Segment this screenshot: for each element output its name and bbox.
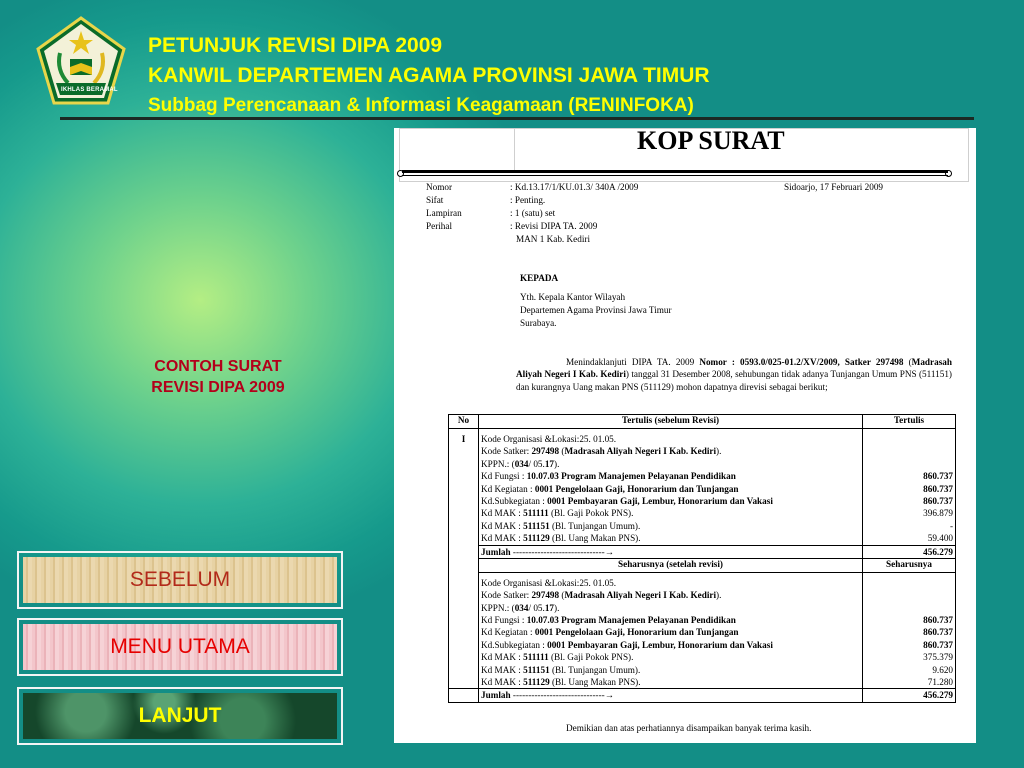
after-amount-cell: [863, 572, 956, 689]
meta-row: [426, 208, 966, 221]
total-amount: 456.279: [923, 690, 953, 701]
before-amount-cell: [863, 429, 956, 546]
table-subheader-row: [449, 558, 956, 572]
table-line: KPPN.: (034/ 05.17).: [481, 602, 560, 613]
table-line: Kd MAK : 511129 (Bl. Uang Makan PNS).: [481, 677, 641, 688]
table-line: Kode Organisasi &Lokasi:25. 01.05.: [481, 434, 617, 444]
table-no-cell: [449, 689, 479, 702]
letterhead-logo-divider: [514, 128, 515, 172]
table-line: Kode Organisasi &Lokasi:25. 01.05.: [481, 577, 617, 588]
next-button-label[interactable]: LANJUT: [23, 693, 337, 739]
body-text: Menindaklanjuti DIPA TA. 2009: [566, 357, 700, 367]
amount-value: 860.737: [923, 627, 953, 638]
amount-value: 9.620: [932, 664, 953, 675]
recipient-line: Departemen Agama Provinsi Jawa Timur: [520, 305, 672, 315]
table-line: Kd Kegiatan : 0001 Pengelolaan Gaji, Honorarium dan Tunjangan: [481, 627, 739, 638]
meta-value: : Kd.13.17/1/KU.01.3/ 340A /2009: [510, 182, 639, 192]
previous-button-label[interactable]: SEBELUM: [23, 557, 337, 603]
amount-value: -: [949, 520, 953, 531]
table-line: Kd MAK : 511129 (Bl. Uang Makan PNS).: [481, 533, 641, 544]
meta-label: Perihal: [426, 221, 453, 231]
table-total-row: [449, 689, 956, 702]
letter-body: [516, 356, 952, 393]
amount-value: 396.879: [923, 508, 953, 519]
total-label-cell: Jumlah ------------------------------→: [479, 689, 863, 702]
next-button[interactable]: [17, 687, 343, 745]
meta-row: [426, 234, 966, 247]
main-menu-button-label[interactable]: MENU UTAMA: [23, 624, 337, 670]
total-amount-cell: [863, 545, 956, 558]
meta-row: [426, 195, 966, 208]
before-description-cell: [479, 429, 863, 546]
after-description-cell: [479, 572, 863, 689]
slide-caption: [118, 356, 318, 398]
table-line: Kd MAK : 511111 (Bl. Gaji Pokok PNS).: [481, 508, 634, 519]
meta-value: MAN 1 Kab. Kediri: [516, 234, 590, 244]
caption-line-2: REVISI DIPA 2009: [151, 379, 285, 396]
table-row: [449, 429, 956, 546]
table-header-row: [449, 415, 956, 429]
header-title-2: KANWIL DEPARTEMEN AGAMA PROVINSI JAWA TIMUR: [148, 64, 710, 87]
meta-label: Nomor: [426, 182, 453, 192]
letter-document: [394, 128, 976, 743]
recipient-line: Yth. Kepala Kantor Wilayah: [520, 292, 626, 302]
total-label-cell: Jumlah ------------------------------→: [479, 545, 863, 558]
table-line: Kode Satker: 297498 (Madrasah Aliyah Negeri I Kab. Kediri).: [481, 446, 722, 457]
amount-value: 860.737: [923, 483, 953, 494]
letterhead-rule-thick: [402, 170, 948, 173]
table-line: Kd Fungsi : 10.07.03 Program Manajemen Pelayanan Pendidikan: [481, 615, 736, 626]
header-divider: [60, 117, 974, 120]
logo-motto: IKHLAS BERAMAL: [61, 87, 118, 93]
body-text: (: [903, 357, 912, 367]
meta-row: [426, 221, 966, 234]
table-line: Kd MAK : 511151 (Bl. Tunjangan Umum).: [481, 520, 641, 531]
amount-value: 860.737: [923, 495, 953, 506]
table-line: Kode Satker: 297498 (Madrasah Aliyah Negeri I Kab. Kediri).: [481, 590, 722, 601]
recipient-line: Surabaya.: [520, 318, 557, 328]
row-number: [449, 429, 479, 689]
column-header-after: Seharusnya (setelah revisi): [479, 558, 863, 572]
meta-row: [426, 182, 966, 195]
closing-sentence: Demikian dan atas perhatiannya disampaikan banyak terima kasih.: [566, 723, 812, 733]
amount-value: 375.379: [923, 652, 953, 663]
meta-label: Lampiran: [426, 208, 462, 218]
column-header-no: No: [449, 415, 479, 429]
letterhead-rule-thin: [402, 175, 948, 176]
amount-value: 71.280: [927, 677, 953, 688]
body-text-bold: Nomor : 0593.0/025-01.2/XV/2009, Satker 297498: [699, 357, 904, 367]
letterhead-title: KOP SURAT: [637, 128, 785, 155]
table-row: [449, 572, 956, 689]
table-line: KPPN.: (034/ 05.17).: [481, 458, 560, 469]
body-text: ) tanggal 31 Desember 2008, sehubungan tidak adanya Tunjangan Umum PNS (511151) dan kurangnya Uang makan PNS (511129) mohon dapatnya direvisi sebagai berikut;: [516, 369, 952, 392]
total-amount: 456.279: [923, 546, 953, 557]
main-menu-button[interactable]: [17, 618, 343, 676]
amount-value: 59.400: [927, 533, 953, 544]
ministry-logo: [34, 15, 128, 109]
total-amount-cell: [863, 689, 956, 702]
table-line: Kd.Subkegiatan : 0001 Pembayaran Gaji, Lembur, Honorarium dan Vakasi: [481, 639, 773, 650]
column-header-after-amount: Seharusnya: [863, 558, 956, 572]
header-subtitle: Subbag Perencanaan & Informasi Keagamaan (RENINFOKA): [148, 95, 694, 116]
table-total-row: [449, 545, 956, 558]
column-header-before-amount: Tertulis: [863, 415, 956, 429]
table-line: Kd Kegiatan : 0001 Pengelolaan Gaji, Honorarium dan Tunjangan: [481, 483, 739, 494]
meta-value: : Penting.: [510, 195, 546, 205]
meta-value: : 1 (satu) set: [510, 208, 556, 218]
amount-value: 860.737: [923, 615, 953, 626]
table-line: Kd Fungsi : 10.07.03 Program Manajemen Pelayanan Pendidikan: [481, 471, 736, 482]
revision-table: [448, 414, 956, 703]
column-header-before: Tertulis (sebelum Revisi): [479, 415, 863, 429]
recipient-heading: KEPADA: [520, 273, 559, 283]
meta-label: Sifat: [426, 195, 444, 205]
caption-line-1: CONTOH SURAT: [154, 358, 282, 375]
row-number-text: I: [461, 434, 466, 444]
table-line: Kd.Subkegiatan : 0001 Pembayaran Gaji, Lembur, Honorarium dan Vakasi: [481, 495, 773, 506]
table-line: Kd MAK : 511151 (Bl. Tunjangan Umum).: [481, 664, 641, 675]
header-title-1: PETUNJUK REVISI DIPA 2009: [148, 34, 443, 57]
meta-value: : Revisi DIPA TA. 2009: [510, 221, 598, 231]
table-line: Kd MAK : 511111 (Bl. Gaji Pokok PNS).: [481, 652, 634, 663]
previous-button[interactable]: [17, 551, 343, 609]
amount-value: 860.737: [923, 639, 953, 650]
body-text-bold: Madrasah Aliyah Negeri I Kab. Kediri: [516, 357, 952, 380]
amount-value: 860.737: [923, 471, 953, 482]
letter-date: Sidoarjo, 17 Februari 2009: [784, 182, 884, 192]
